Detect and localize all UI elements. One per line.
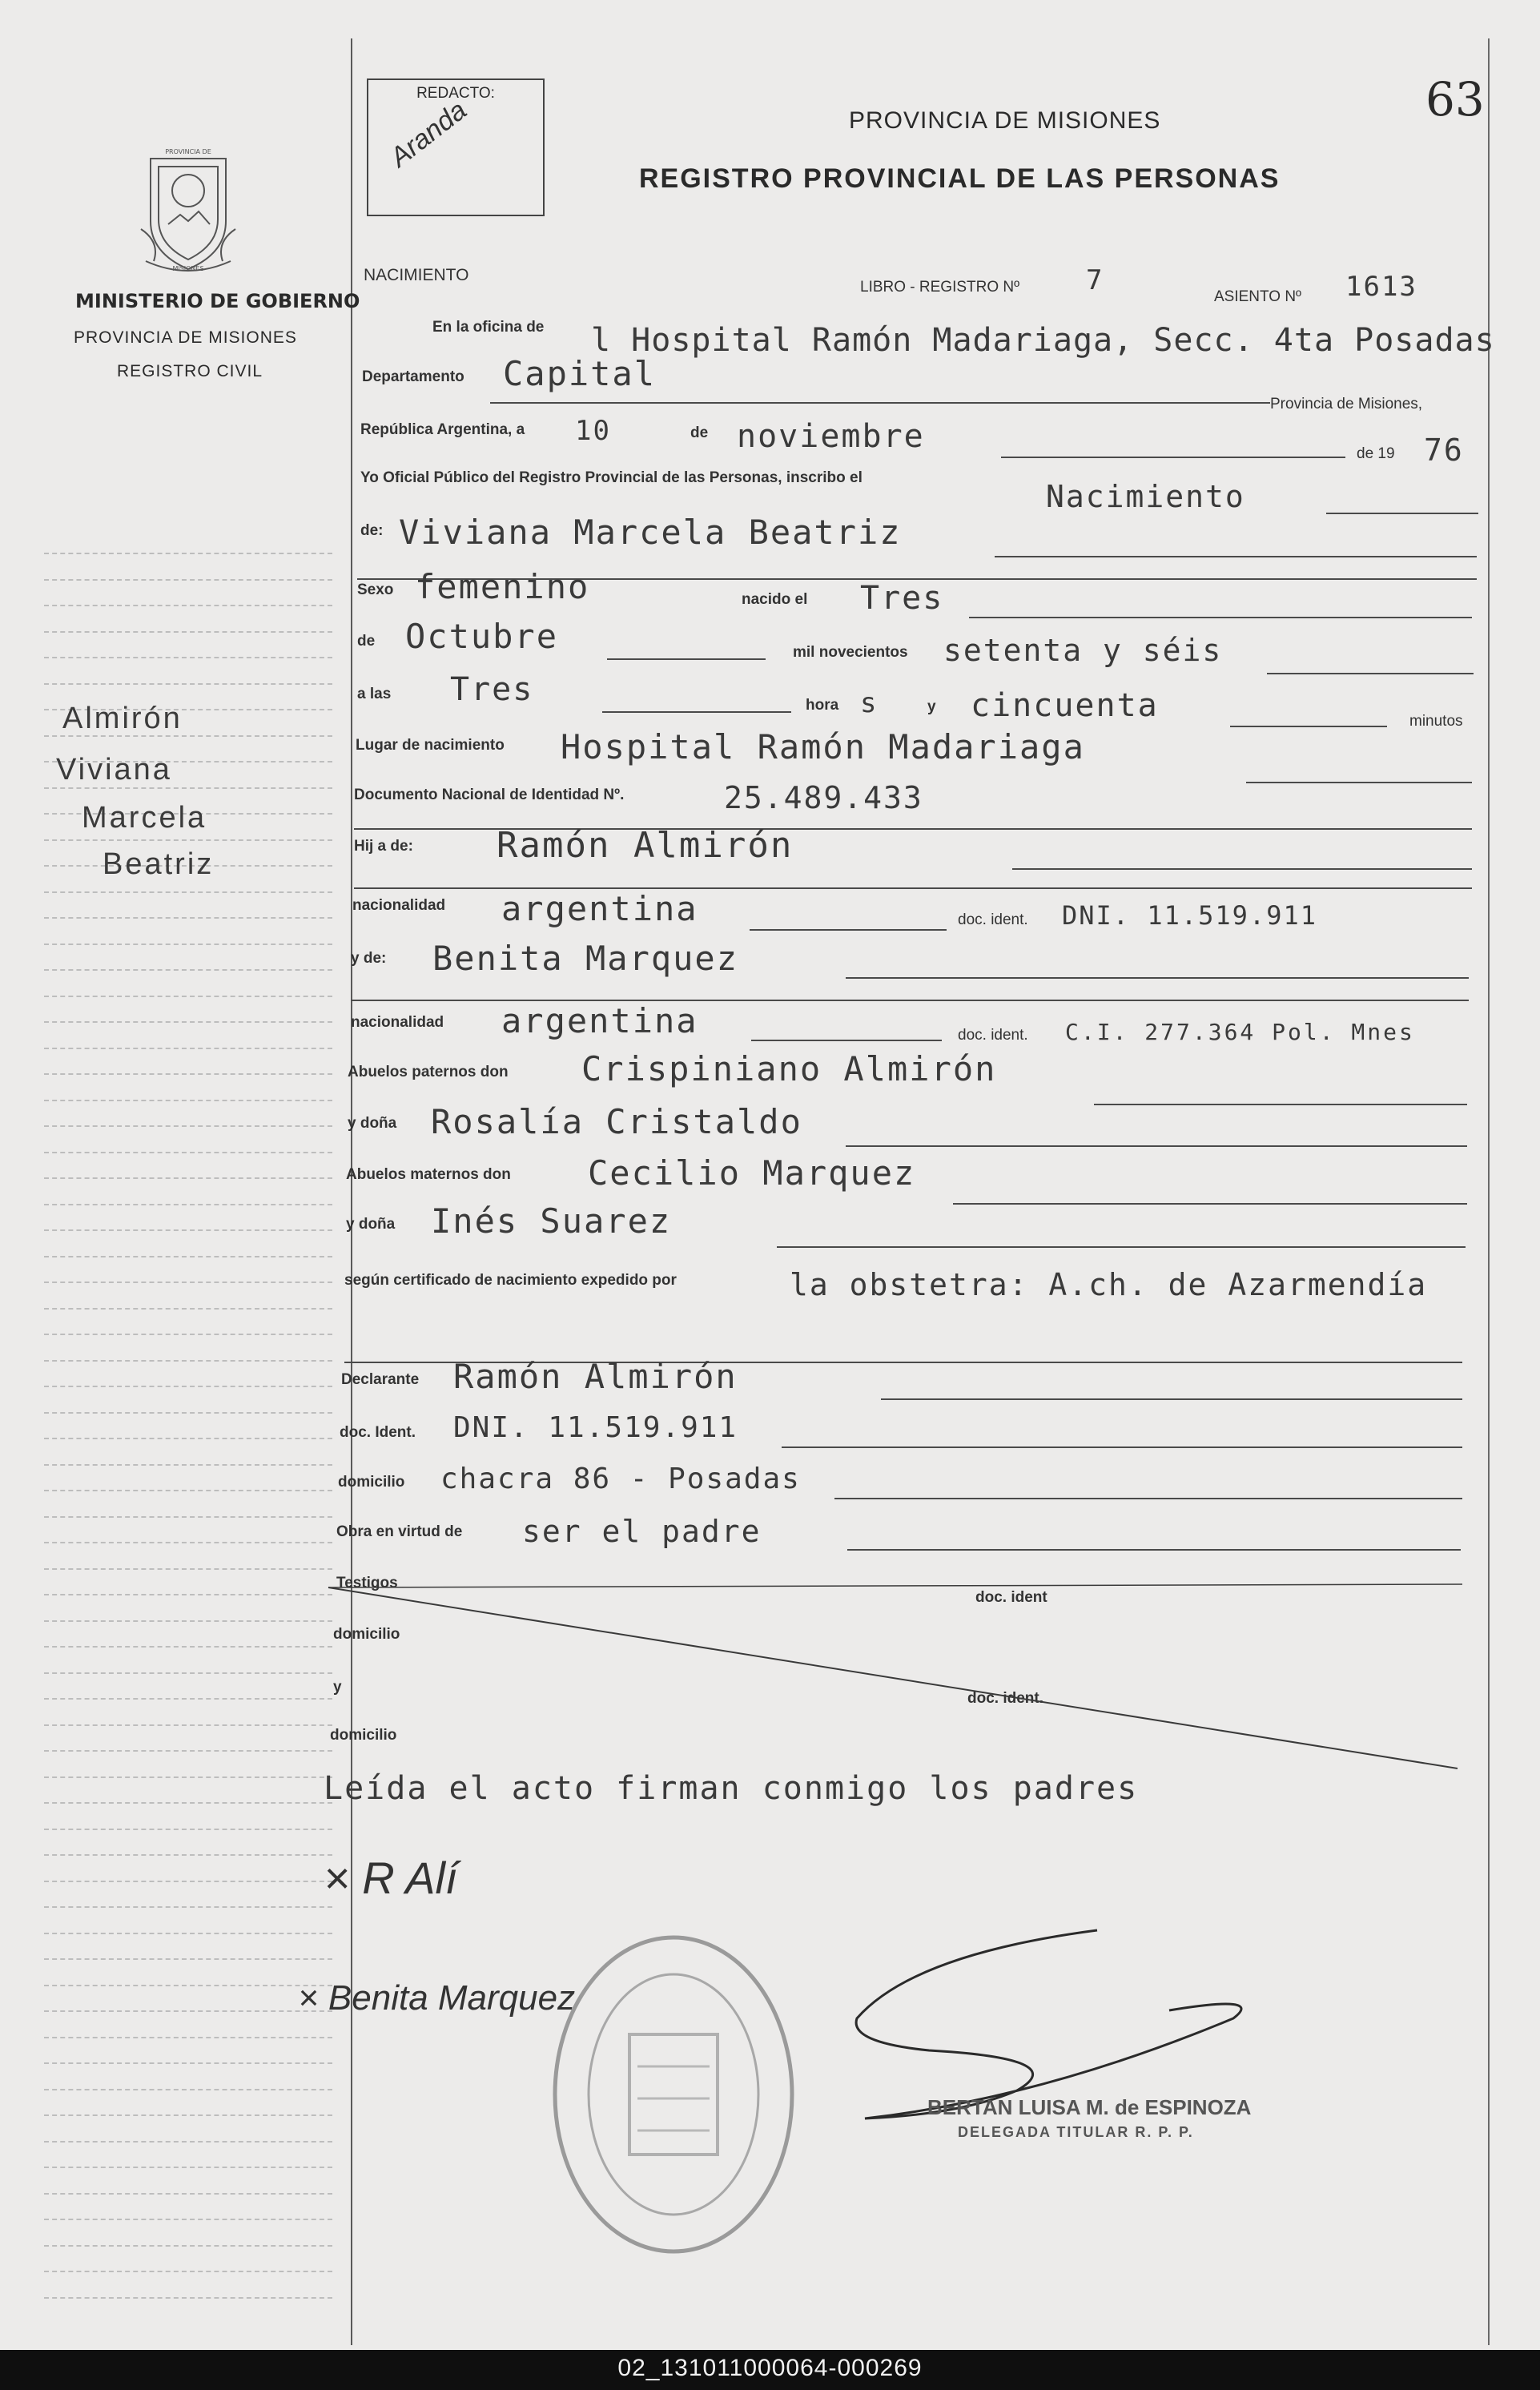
testigos-label: Testigos <box>336 1575 398 1591</box>
abp-label: Abuelos paternos don <box>348 1064 509 1080</box>
margin-note-name1: Viviana <box>56 753 172 787</box>
leida-value: Leída el acto firman conmigo los padres <box>324 1770 1139 1807</box>
abm-label: Abuelos maternos don <box>346 1166 511 1183</box>
ydona1-label: y doña <box>348 1115 397 1132</box>
margin-note-name2: Marcela <box>82 801 207 835</box>
de-label: de <box>690 424 709 441</box>
hijo-label: Hij a de: <box>354 838 413 855</box>
docid2-label: doc. ident. <box>958 1027 1028 1044</box>
crest-text-bottom: MISIONES <box>172 265 204 272</box>
dni-value: 25.489.433 <box>724 780 923 815</box>
declarante-value: Ramón Almirón <box>453 1357 738 1396</box>
madre-value: Benita Marquez <box>432 939 739 978</box>
footer-band <box>0 2350 1540 2390</box>
oficina-value: l Hospital Ramón Madariaga, Secc. 4ta Posadas <box>591 322 1495 359</box>
dia-value: 10 <box>575 415 611 447</box>
province-heading: PROVINCIA DE MISIONES <box>849 107 1161 134</box>
redacto-value: Aranda <box>384 95 472 173</box>
provincia-suffix: Provincia de Misiones, <box>1270 396 1423 412</box>
redacto-label: REDACTO: <box>416 85 495 102</box>
obra-value: ser el padre <box>522 1514 762 1549</box>
oficial-label: Yo Oficial Público del Registro Provincial de las Personas, inscribo el <box>360 469 862 486</box>
departamento-value: Capital <box>503 354 657 393</box>
dni-label: Documento Nacional de Identidad Nº. <box>354 787 625 803</box>
margin-note-surname: Almirón <box>62 702 183 735</box>
lugar-value: Hospital Ramón Madariaga <box>561 727 1085 766</box>
yde-label: y de: <box>351 950 387 967</box>
mes2-value: Octubre <box>405 617 559 656</box>
page-number: 63 <box>1425 72 1485 127</box>
docid2-value: C.I. 277.364 Pol. Mnes <box>1065 1019 1415 1045</box>
de2-label: de: <box>360 522 384 539</box>
ydona2-value: Inés Suarez <box>431 1201 672 1241</box>
docident-label: doc. Ident. <box>340 1424 416 1441</box>
abp-value: Crispiniano Almirón <box>581 1049 997 1088</box>
nac2-label: nacionalidad <box>351 1014 444 1031</box>
domicilio2-label: domicilio <box>333 1626 400 1643</box>
domicilio-label: domicilio <box>338 1474 405 1491</box>
anio-prefix: de 19 <box>1357 445 1395 462</box>
minutos-value: cincuenta <box>971 687 1159 724</box>
sexo-value: femenino <box>415 567 590 606</box>
docident2-label: doc. ident <box>975 1589 1047 1606</box>
ministry-title: MINISTERIO DE GOBIERNO <box>75 290 360 312</box>
lugar-label: Lugar de nacimiento <box>356 737 505 754</box>
asiento-label: ASIENTO Nº <box>1214 288 1301 305</box>
ydona1-value: Rosalía Cristaldo <box>431 1102 802 1141</box>
registry-label: REGISTRO CIVIL <box>117 362 263 380</box>
margin-note-name3: Beatriz <box>103 847 215 881</box>
sexo-label: Sexo <box>357 581 394 598</box>
nacido-label: nacido el <box>742 591 808 608</box>
madre-signature: × Benita Marquez <box>298 1978 576 2018</box>
de3-label: de <box>357 633 376 650</box>
docident-value: DNI. 11.519.911 <box>453 1411 738 1444</box>
nombre-value: Viviana Marcela Beatriz <box>399 513 902 552</box>
padre-signature: × R Alí <box>324 1853 458 1903</box>
anio-letras-value: setenta y séis <box>943 633 1223 668</box>
crest-text-top: PROVINCIA DE <box>165 148 211 155</box>
mes-value: noviembre <box>737 418 925 455</box>
obra-label: Obra en virtud de <box>336 1523 463 1540</box>
mil-label: mil novecientos <box>793 644 908 661</box>
section-label: NACIMIENTO <box>364 266 469 284</box>
y2-label: y <box>333 1679 342 1696</box>
oficial-value: Nacimiento <box>1046 479 1245 514</box>
nac1-value: argentina <box>501 889 698 928</box>
registry-heading: REGISTRO PROVINCIAL DE LAS PERSONAS <box>639 163 1281 194</box>
nacido-value: Tres <box>860 580 944 617</box>
segun-value: la obstetra: A.ch. de Azarmendía <box>790 1267 1428 1302</box>
docid1-label: doc. ident. <box>958 911 1028 928</box>
y-label: y <box>927 698 936 715</box>
libro-value: 7 <box>1086 264 1104 296</box>
docid1-value: DNI. 11.519.911 <box>1062 900 1317 931</box>
padre-value: Ramón Almirón <box>497 825 794 866</box>
abm-value: Cecilio Marquez <box>588 1153 916 1193</box>
departamento-label: Departamento <box>362 368 464 385</box>
alas-label: a las <box>357 686 392 702</box>
declarante-label: Declarante <box>341 1371 420 1388</box>
libro-label: LIBRO - REGISTRO Nº <box>860 279 1020 296</box>
hora-value: s <box>860 687 879 719</box>
document-identifier: 02_131011000064-000269 <box>617 2355 923 2381</box>
official-seal-icon <box>541 1922 806 2267</box>
segun-label: según certificado de nacimiento expedido por <box>344 1272 677 1289</box>
ydona2-label: y doña <box>346 1216 396 1233</box>
stamp-title: DELEGADA TITULAR R. P. P. <box>958 2124 1194 2140</box>
anio-value: 76 <box>1424 433 1464 468</box>
oficina-label: En la oficina de <box>432 319 545 336</box>
stamp-name: BERTAN LUISA M. de ESPINOZA <box>927 2095 1252 2119</box>
domicilio3-label: domicilio <box>330 1727 397 1744</box>
hora-label: hora <box>806 697 839 714</box>
asiento-value: 1613 <box>1345 271 1417 303</box>
domicilio-value: chacra 86 - Posadas <box>440 1463 801 1495</box>
nac2-value: argentina <box>501 1001 698 1040</box>
alas-value: Tres <box>450 671 534 708</box>
left-province-label: PROVINCIA DE MISIONES <box>74 328 297 347</box>
nac1-label: nacionalidad <box>352 897 446 914</box>
republica-label: República Argentina, a <box>360 421 525 438</box>
minutos-label: minutos <box>1409 713 1463 730</box>
docident3-label: doc. ident. <box>967 1690 1043 1707</box>
